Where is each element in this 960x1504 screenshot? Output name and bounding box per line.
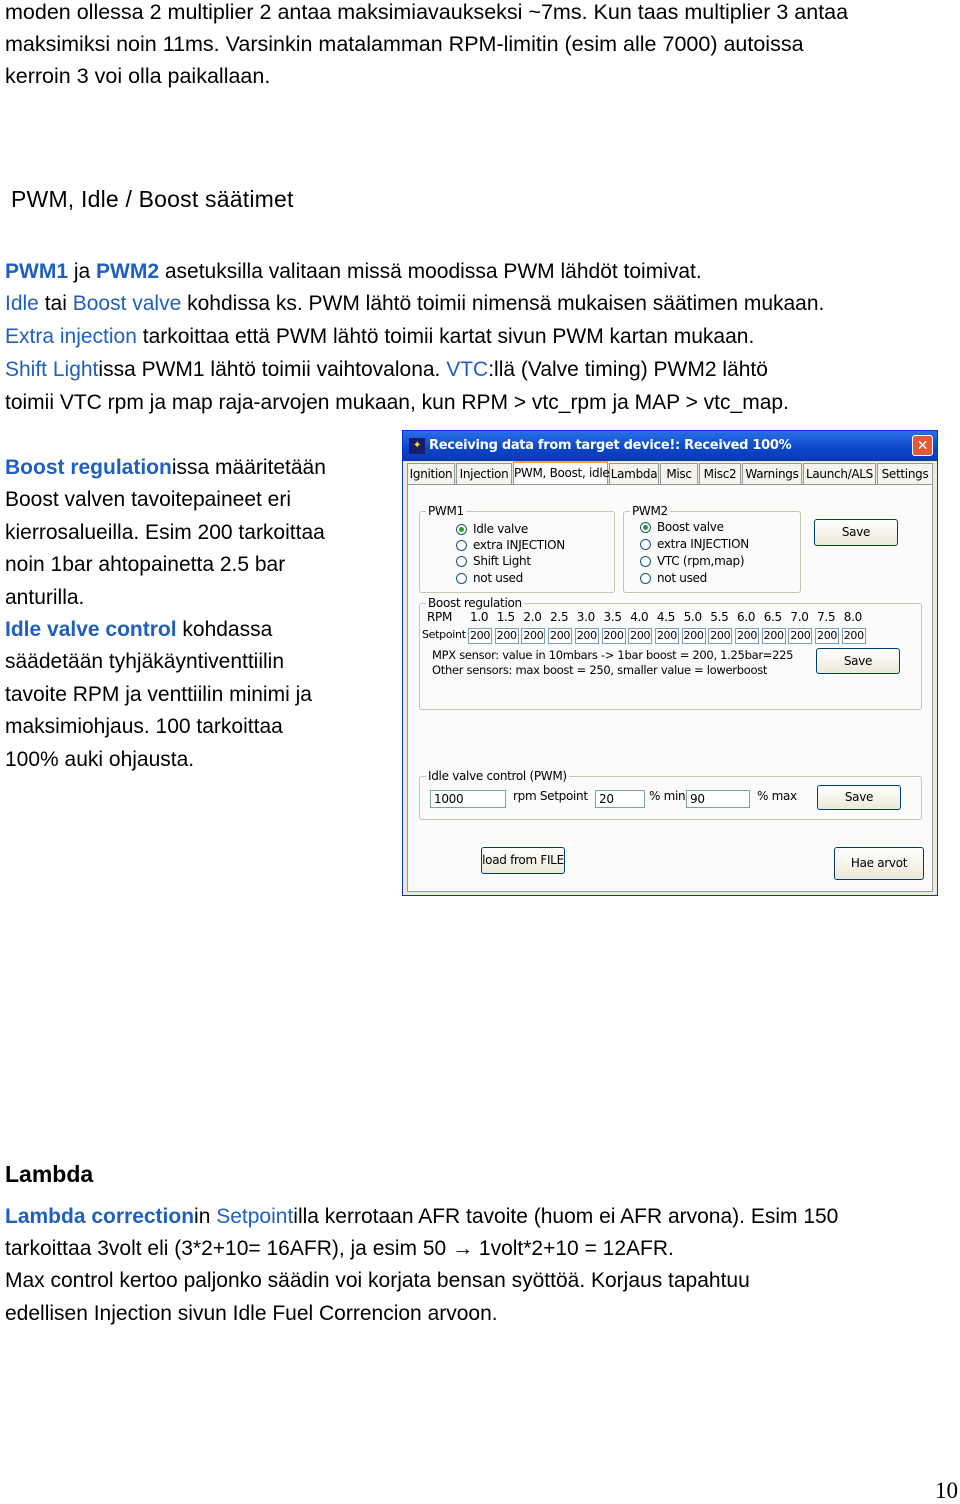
boost-regulation-label: Boost regulation: [428, 596, 522, 610]
left-line-7: säädetään tyhjäkäyntiventtiilin: [5, 650, 285, 673]
boost-setpoint-cell[interactable]: 200: [790, 629, 811, 642]
boost-setpoint-cell[interactable]: 200: [683, 629, 704, 642]
left-line-9: maksimiohjaus. 100 tarkoittaa: [5, 715, 283, 738]
tab-settings[interactable]: Settings: [877, 463, 933, 484]
page-number: 10: [935, 1478, 958, 1503]
left-line-4: noin 1bar ahtopainetta 2.5 bar: [5, 553, 286, 576]
pwm2-group: [623, 504, 801, 593]
left-line-2: Boost valven tavoitepaineet eri: [5, 488, 292, 511]
pwm1-option-extra-injection[interactable]: [456, 538, 565, 552]
lambda-line-4: edellisen Injection sivun Idle Fuel Correncion arvoon.: [5, 1302, 498, 1325]
idle-term: Idle: [5, 292, 39, 315]
boost-rpm-value: 3.5: [603, 610, 622, 624]
dialog-titlebar[interactable]: [403, 431, 937, 461]
pwm-line-1-text-b: asetuksilla valitaan missä moodissa PWM lähdöt toimivat.: [159, 260, 702, 283]
boost-rpm-value: 5.5: [710, 610, 729, 624]
boost-setpoint-cell[interactable]: 200: [817, 629, 838, 642]
tab-warnings[interactable]: Warnings: [742, 463, 802, 484]
pwm-line-5: toimii VTC rpm ja map raja-arvojen mukaan, kun RPM > vtc_rpm ja MAP > vtc_map.: [5, 391, 789, 414]
settings-dialog: [402, 430, 938, 896]
boost-regulation-group: [419, 596, 922, 710]
shift-light-term: Shift Light: [5, 358, 99, 381]
tab-misc2[interactable]: Misc2: [699, 463, 741, 484]
pwm2-option-extra-injection[interactable]: [640, 537, 749, 551]
boost-setpoint-cell[interactable]: 200: [656, 629, 677, 642]
lambda-line-2-text-a: tarkoittaa 3volt eli (3*2+10= 16AFR), ja esim 50: [5, 1237, 453, 1260]
pwm-line-1: [5, 256, 702, 288]
idle-min-label: % min: [649, 789, 686, 803]
pwm-line-2-text-b: kohdissa ks. PWM lähtö toimii nimensä mukaisen säätimen mukaan.: [181, 292, 825, 315]
boost-setpoint-cell[interactable]: 200: [630, 629, 651, 642]
radio-icon: [456, 540, 467, 551]
idle-max-input[interactable]: 90: [686, 790, 750, 808]
boost-rpm-value: 7.5: [817, 610, 836, 624]
tab-launch-als[interactable]: Launch/ALS: [803, 463, 876, 484]
pwm2-option-vtc[interactable]: [640, 554, 744, 568]
left-line-6: [5, 614, 272, 646]
boost-rpm-value: 4.5: [656, 610, 676, 624]
intro-line-2: maksimiksi noin 11ms. Varsinkin matalamman RPM-limitin (esim alle 7000) autoissa: [5, 32, 804, 56]
pwm2-option-label: extra INJECTION: [657, 537, 749, 551]
tab-ignition[interactable]: Ignition: [407, 463, 455, 484]
pwm-heading: PWM, Idle / Boost säätimet: [11, 186, 294, 212]
boost-setpoint-cell[interactable]: 200: [843, 629, 864, 642]
boost-setpoint-cell[interactable]: 200: [710, 629, 731, 642]
tab-pwm-boost-idle[interactable]: PWM, Boost, idle: [513, 461, 608, 485]
boost-rpm-label: RPM: [427, 610, 453, 624]
app-icon: ✦: [409, 438, 425, 454]
pwm1-term: PWM1: [5, 260, 68, 283]
radio-icon: [640, 573, 651, 584]
boost-rpm-value: 2.0: [523, 610, 542, 624]
pwm2-term: PWM2: [96, 260, 160, 283]
boost-valve-term: Boost valve: [72, 292, 182, 315]
lambda-line-2-text-b: 1volt*2+10 = 12AFR.: [473, 1237, 674, 1260]
tab-injection[interactable]: Injection: [456, 463, 512, 484]
save-idle-button[interactable]: Save: [817, 785, 901, 810]
radio-icon: [456, 573, 467, 584]
boost-setpoint-cell[interactable]: 200: [550, 629, 571, 642]
boost-setpoint-cell[interactable]: 200: [523, 629, 544, 642]
boost-setpoint-cell[interactable]: 200: [469, 629, 491, 642]
boost-regulation-term: Boost regulation: [5, 456, 172, 479]
radio-selected-icon: [640, 522, 651, 533]
boost-rpm-value: 1.5: [496, 610, 515, 624]
save-boost-button[interactable]: Save: [816, 648, 900, 674]
tab-panel: [407, 484, 933, 892]
pwm1-option-label: Idle valve: [473, 522, 528, 536]
lambda-heading: Lambda: [5, 1161, 94, 1187]
idle-rpm-label: rpm Setpoint: [513, 789, 588, 803]
pwm2-option-not-used[interactable]: [640, 571, 707, 585]
lambda-line-1: [5, 1201, 838, 1233]
boost-rpm-value: 7.0: [790, 610, 809, 624]
idle-valve-control-term: Idle valve control: [5, 618, 177, 641]
boost-rpm-value: 2.5: [550, 610, 569, 624]
boost-rpm-value: 4.0: [630, 610, 649, 624]
pwm1-label: PWM1: [428, 504, 464, 518]
fetch-values-button[interactable]: Hae arvot: [834, 847, 924, 880]
pwm-line-4-text-b: :llä (Valve timing) PWM2 lähtö: [488, 358, 768, 381]
boost-rpm-value: 1.0: [470, 610, 489, 624]
lambda-line-1-text-a: in: [194, 1205, 217, 1228]
close-button[interactable]: ✕: [912, 435, 933, 456]
tab-lambda[interactable]: Lambda: [609, 463, 659, 484]
left-line-6-text: kohdassa: [176, 618, 273, 641]
pwm-line-1-text-a: ja: [68, 260, 97, 283]
save-pwm-button[interactable]: Save: [814, 519, 898, 546]
pwm-line-4: [5, 354, 768, 386]
pwm2-option-label: VTC (rpm,map): [657, 554, 745, 568]
left-line-1: [5, 452, 326, 484]
setpoint-term: Setpoint: [216, 1205, 294, 1228]
radio-icon: [640, 556, 651, 567]
boost-setpoint-cell[interactable]: 200: [496, 629, 517, 642]
boost-setpoint-cell[interactable]: 200: [576, 629, 597, 642]
pwm2-option-label: not used: [657, 571, 707, 585]
pwm-line-2: [5, 288, 824, 320]
left-line-5: anturilla.: [5, 586, 85, 609]
boost-setpoint-cell[interactable]: 200: [736, 629, 758, 642]
pwm2-label: PWM2: [632, 504, 668, 518]
boost-setpoint-cell[interactable]: 200: [763, 629, 784, 642]
idle-max-label: % max: [757, 789, 797, 803]
boost-rpm-value: 5.0: [683, 610, 702, 624]
boost-rpm-value: 8.0: [843, 610, 862, 624]
idle-valve-group: [419, 769, 922, 820]
load-from-file-button[interactable]: load from FILE: [481, 847, 565, 874]
pwm-line-3: [5, 321, 754, 353]
lambda-correction-term: Lambda correction: [5, 1205, 195, 1228]
arrow-right-icon: →: [452, 1237, 474, 1260]
boost-rpm-value: 6.5: [763, 610, 782, 624]
pwm1-option-shift-light[interactable]: [456, 554, 531, 568]
boost-rpm-value: 6.0: [737, 610, 756, 624]
idle-valve-label: Idle valve control (PWM): [428, 769, 567, 783]
intro-line-1: moden ollessa 2 multiplier 2 antaa maksimiavaukseksi ~7ms. Kun taas multiplier 3 antaa: [5, 0, 849, 24]
idle-min-input[interactable]: 20: [595, 790, 645, 808]
lambda-line-2: [5, 1233, 674, 1265]
boost-rpm-value: 3.0: [576, 610, 595, 624]
tab-misc[interactable]: Misc: [660, 463, 698, 484]
pwm1-option-label: Shift Light: [473, 554, 531, 568]
pwm1-option-label: not used: [473, 571, 523, 585]
pwm1-group: [419, 504, 615, 593]
tab-strip: [407, 463, 933, 485]
left-line-3: kierrosalueilla. Esim 200 tarkoittaa: [5, 521, 325, 544]
radio-icon: [456, 556, 467, 567]
vtc-term: VTC: [446, 358, 489, 381]
pwm1-option-label: extra INJECTION: [473, 538, 565, 552]
lambda-line-3: Max control kertoo paljonko säädin voi korjata bensan syöttöä. Korjaus tapahtuu: [5, 1269, 750, 1292]
boost-note-1: MPX sensor: value in 10mbars -> 1bar boost = 200, 1.25bar=225: [432, 648, 794, 662]
left-line-1-text: issa määritetään: [171, 456, 326, 479]
pwm-line-2-text-a: tai: [38, 292, 73, 315]
boost-setpoint-cell[interactable]: 200: [603, 629, 624, 642]
boost-note-2: Other sensors: max boost = 250, smaller value = lowerboost: [432, 663, 768, 677]
pwm2-option-boost-valve[interactable]: [640, 520, 724, 534]
pwm-line-4-text-a: issa PWM1 lähtö toimii vaihtovalona.: [98, 358, 447, 381]
pwm-line-3-text: tarkoittaa että PWM lähtö toimii kartat sivun PWM kartan mukaan.: [136, 325, 755, 348]
radio-selected-icon: [456, 524, 467, 535]
left-line-8: tavoite RPM ja venttiilin minimi ja: [5, 683, 312, 706]
pwm1-option-not-used[interactable]: [456, 571, 523, 585]
pwm2-option-label: Boost valve: [657, 520, 724, 534]
extra-injection-term: Extra injection: [5, 325, 137, 348]
pwm1-option-idle-valve[interactable]: [456, 522, 528, 536]
idle-rpm-input[interactable]: 1000: [430, 790, 506, 808]
intro-line-3: kerroin 3 voi olla paikallaan.: [5, 64, 271, 88]
boost-setpoint-label: Setpoint: [422, 628, 466, 641]
dialog-title: Receiving data from target device!: Received 100%: [429, 438, 792, 453]
radio-icon: [640, 539, 651, 550]
left-line-10: 100% auki ohjausta.: [5, 748, 195, 771]
lambda-line-1-text-b: illa kerrotaan AFR tavoite (huom ei AFR arvona). Esim 150: [293, 1205, 839, 1228]
